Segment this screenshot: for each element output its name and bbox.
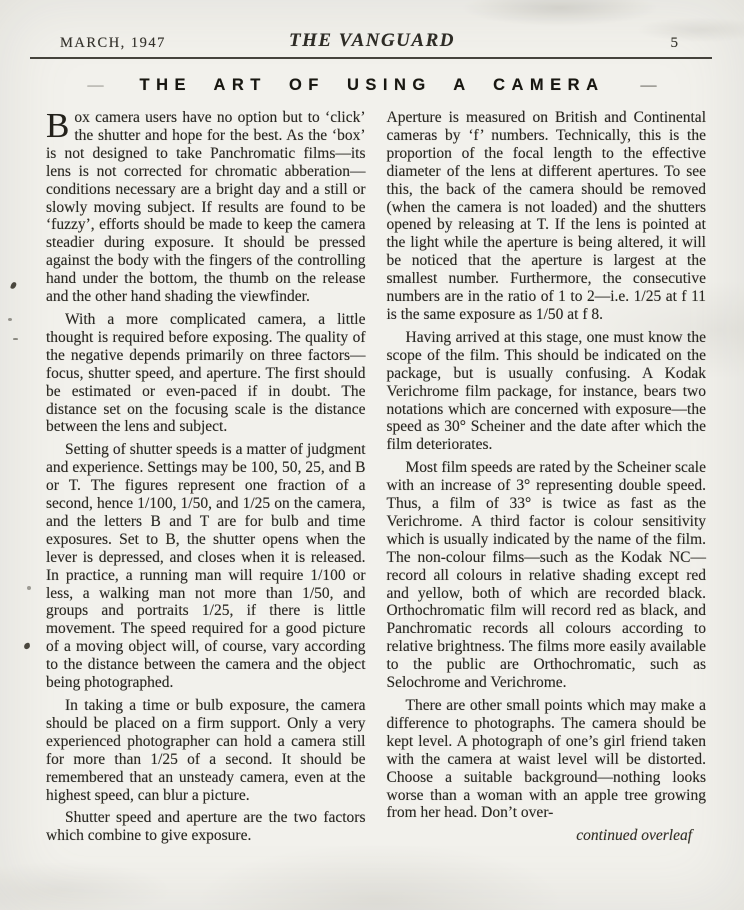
title-dash-left: — [87, 76, 104, 94]
left-column [46, 106, 366, 850]
paragraph: Setting of shutter speeds is a matter of judgment and experience. Settings may be 100, 50, 25, and B or T. The figures represent one fraction of a second, hence 1/100, 1/50, and 1/25 on the camera, and the letters B and T are for bulb and time exposures. Set to B, the shutter opens when the lever is depressed, and closes when it is released. In practice, a running man will require 1/100 or less, a walking man not more than 1/50, and groups and portraits 1/25, if there is little movement. The speed required for a good picture of a moving object will, of course, vary according to the distance between the camera and the object being photographed. [46, 441, 366, 692]
paragraph: With a more complicated camera, a little thought is required before exposing. The quality of the negative depends primarily on three factors—focus, shutter speed, and aperture. The first should be estimated or even-paced if in doubt. The distance set on the focusing scale is the distance between the lens and subject. [46, 310, 366, 436]
ink-speck [8, 318, 12, 321]
page-header [30, 0, 712, 59]
ink-speck [13, 338, 18, 340]
page-number: 5 [670, 35, 678, 51]
paragraph: Having arrived at this stage, one must know the scope of the film. This should be indicated on the package, but is usually confusing. A Kodak Verichrome film package, for instance, bears two notations which are concerned with exposure—the speed as 30° Scheiner and the date after which the film deteriorates. [386, 328, 706, 454]
article-title: THE ART OF USING A CAMERA [139, 76, 605, 94]
paragraph: There are other small points which may make a difference to photographs. The camera should be kept level. A photograph of one’s girl friend taken with the camera at waist level will be distorted. Choose a suitable background—nothing looks worse than a woman with an apple tree growing from her head. Don’t over- [386, 697, 706, 822]
article-body [0, 103, 744, 850]
right-column [387, 109, 707, 850]
article-title-row [0, 76, 744, 95]
ink-speck [27, 586, 31, 590]
continued-note: continued overleaf [576, 827, 692, 845]
paragraph: Aperture is measured on British and Continental cameras by ‘f’ numbers. Technically, this is the proportion of the focal length to the effective diameter of the lens at different apertures. To see this, the back of the camera should be removed (when the camera is not loaded) and the shutters opened by releasing at T. If the lens is pointed at the light while the aperture is being altered, it will be noticed that the aperture is largest at the smallest number. Furthermore, the consecutive numbers are in the ratio of 1 to 2—i.e. 1/25 at f 11 is the same exposure as 1/50 at f 8. [386, 109, 706, 323]
paragraph: In taking a time or bulb exposure, the camera should be placed on a firm support. Only a very experienced photographer can hold a camera still for more than 1/25 of a second. It should be remembered that an unsteady camera, even at the highest speed, can blur a picture. [46, 697, 366, 804]
paragraph: Shutter speed and aperture are the two factors which combine to give exposure. [46, 809, 366, 845]
paragraph: Most film speeds are rated by the Scheiner scale with an increase of 3° representing double speed. Thus, a film of 33° is twice as fast as the Verichrome. A third factor is colour sensitivity which is usually indicated by the name of the film. The non-colour films—such as the Kodak NC—record all colours in relative shading except red and yellow, both of which are recorded black. Orthochromatic film will record red as black, and Panchromatic records all colours according to relative brightness. The films more easily available to the public are Orthochromatic, such as Selochrome and Verichrome. [386, 459, 706, 692]
publication-title: THE VANGUARD [289, 30, 455, 51]
title-dash-right: — [640, 76, 657, 94]
paragraph: Box camera users have no option but to ‘click’ the shutter and hope for the best. As the ‘box’ is not designed to take Panchromatic films—its lens is not corrected for chromatic abberation—conditions necessary are a bright day and a still or slowly moving subject. If results are found to be ‘fuzzy’, efforts should be made to keep the camera steadier during exposure. It should be pressed against the body with the fingers of the controlling hand under the bottom, the thumb on the release and the other hand shading the viewfinder. [46, 106, 366, 306]
issue-date: MARCH, 1947 [60, 35, 166, 51]
